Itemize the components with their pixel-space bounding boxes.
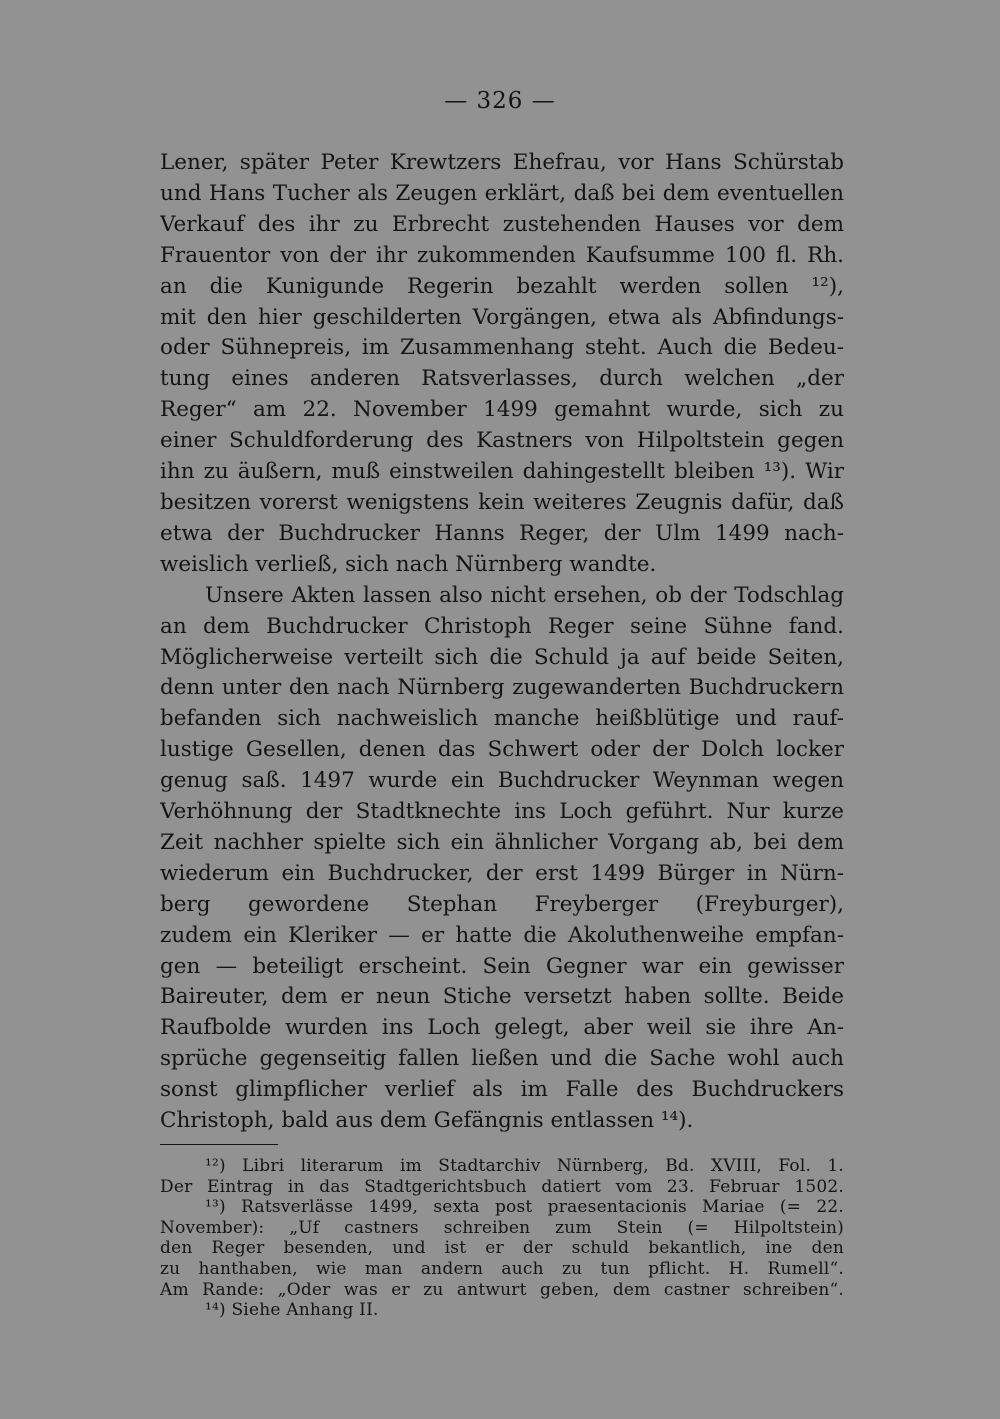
text-line: mit den hier geschilderten Vorgängen, etwa als Abfindungs- — [160, 304, 844, 330]
text-line: sonst glimpflicher verlief als im Falle des Buchdruckers — [160, 1077, 844, 1103]
text-line: wiederum ein Buchdrucker, der erst 1499 Bürger in Nürn- — [160, 860, 844, 886]
footnote-line: November): „Uf castners schreiben zum Stein (= Hilpoltstein) — [160, 1217, 844, 1238]
footnote-line: Der Eintrag in das Stadtgerichtsbuch datiert vom 23. Februar 1502. — [160, 1176, 844, 1197]
text-line: Reger“ am 22. November 1499 gemahnt wurde, sich zu — [160, 397, 844, 423]
text-line: an dem Buchdrucker Christoph Reger seine Sühne fand. — [160, 613, 844, 639]
text-line: sprüche gegenseitig fallen ließen und die Sache wohl auch — [160, 1046, 844, 1072]
text-line: lustige Gesellen, denen das Schwert oder der Dolch locker — [160, 737, 844, 763]
footnote-line: zu hanthaben, wie man andern auch zu tun pflicht. H. Rumell“. — [160, 1258, 844, 1279]
text-line: Möglicherweise verteilt sich die Schuld ja auf beide Seiten, — [160, 644, 844, 670]
text-line: Lener, später Peter Krewtzers Ehefrau, vor Hans Schürstab — [160, 150, 844, 175]
text-line: genug saß. 1497 wurde ein Buchdrucker Weynman wegen — [160, 768, 844, 794]
text-line: Verkauf des ihr zu Erbrecht zustehenden Hauses vor dem — [160, 211, 844, 237]
text-line: zudem ein Kleriker — er hatte die Akoluthenweihe empfan- — [160, 922, 844, 948]
footnote-line: ¹³) Ratsverlässe 1499, sexta post praesentacionis Mariae (= 22. — [205, 1197, 844, 1218]
page-number: — 326 — — [444, 88, 556, 114]
text-line: Baireuter, dem er neun Stiche versetzt haben sollte. Beide — [160, 984, 844, 1010]
text-line: ihn zu äußern, muß einstweilen dahingestellt bleiben ¹³). Wir — [160, 459, 844, 485]
text-line: Christoph, bald aus dem Gefängnis entlassen ¹⁴). — [160, 1108, 694, 1134]
text-line: besitzen vorerst wenigstens kein weiteres Zeugnis dafür, daß — [160, 489, 844, 515]
text-line: etwa der Buchdrucker Hanns Reger, der Ulm 1499 nach- — [160, 520, 844, 546]
footnote-line: ¹⁴) Siehe Anhang II. — [205, 1300, 379, 1321]
text-line: Verhöhnung der Stadtknechte ins Loch geführt. Nur kurze — [160, 799, 844, 825]
body-text — [160, 148, 844, 1137]
footnote-line: Am Rande: „Oder was er zu antwurt geben, dem castner schreiben“. — [160, 1279, 844, 1300]
text-line: weislich verließ, sich nach Nürnberg wandte. — [160, 551, 657, 577]
footnotes — [160, 1156, 844, 1321]
footnote-divider — [160, 1144, 278, 1145]
text-line: befanden sich nachweislich manche heißblütige und rauf- — [160, 706, 844, 732]
text-line: an die Kunigunde Regerin bezahlt werden sollen ¹²), — [160, 273, 844, 299]
text-line: oder Sühnepreis, im Zusammenhang steht. Auch die Bedeu- — [160, 335, 844, 361]
text-line: einer Schuldforderung des Kastners von Hilpoltstein gegen — [160, 428, 844, 454]
text-line: und Hans Tucher als Zeugen erklärt, daß bei dem eventuellen — [160, 180, 844, 206]
text-line: Frauentor von der ihr zukommenden Kaufsumme 100 fl. Rh. — [160, 242, 844, 268]
text-line: berg gewordene Stephan Freyberger (Freyburger), — [160, 891, 844, 917]
text-line: Unsere Akten lassen also nicht ersehen, ob der Todschlag — [205, 582, 844, 608]
text-line: Raufbolde wurden ins Loch gelegt, aber weil sie ihre An- — [160, 1015, 844, 1041]
footnote-line: den Reger besenden, und ist er der schuld bekantlich, ine den — [160, 1238, 844, 1259]
text-line: tung eines anderen Ratsverlasses, durch welchen „der — [160, 366, 844, 392]
text-line: denn unter den nach Nürnberg zugewanderten Buchdruckern — [160, 675, 844, 701]
text-line: Zeit nachher spielte sich ein ähnlicher Vorgang ab, bei dem — [160, 829, 844, 855]
footnote-line: ¹²) Libri literarum im Stadtarchiv Nürnberg, Bd. XVIII, Fol. 1. — [205, 1156, 844, 1176]
text-line: gen — beteiligt erscheint. Sein Gegner war ein gewisser — [160, 953, 844, 979]
